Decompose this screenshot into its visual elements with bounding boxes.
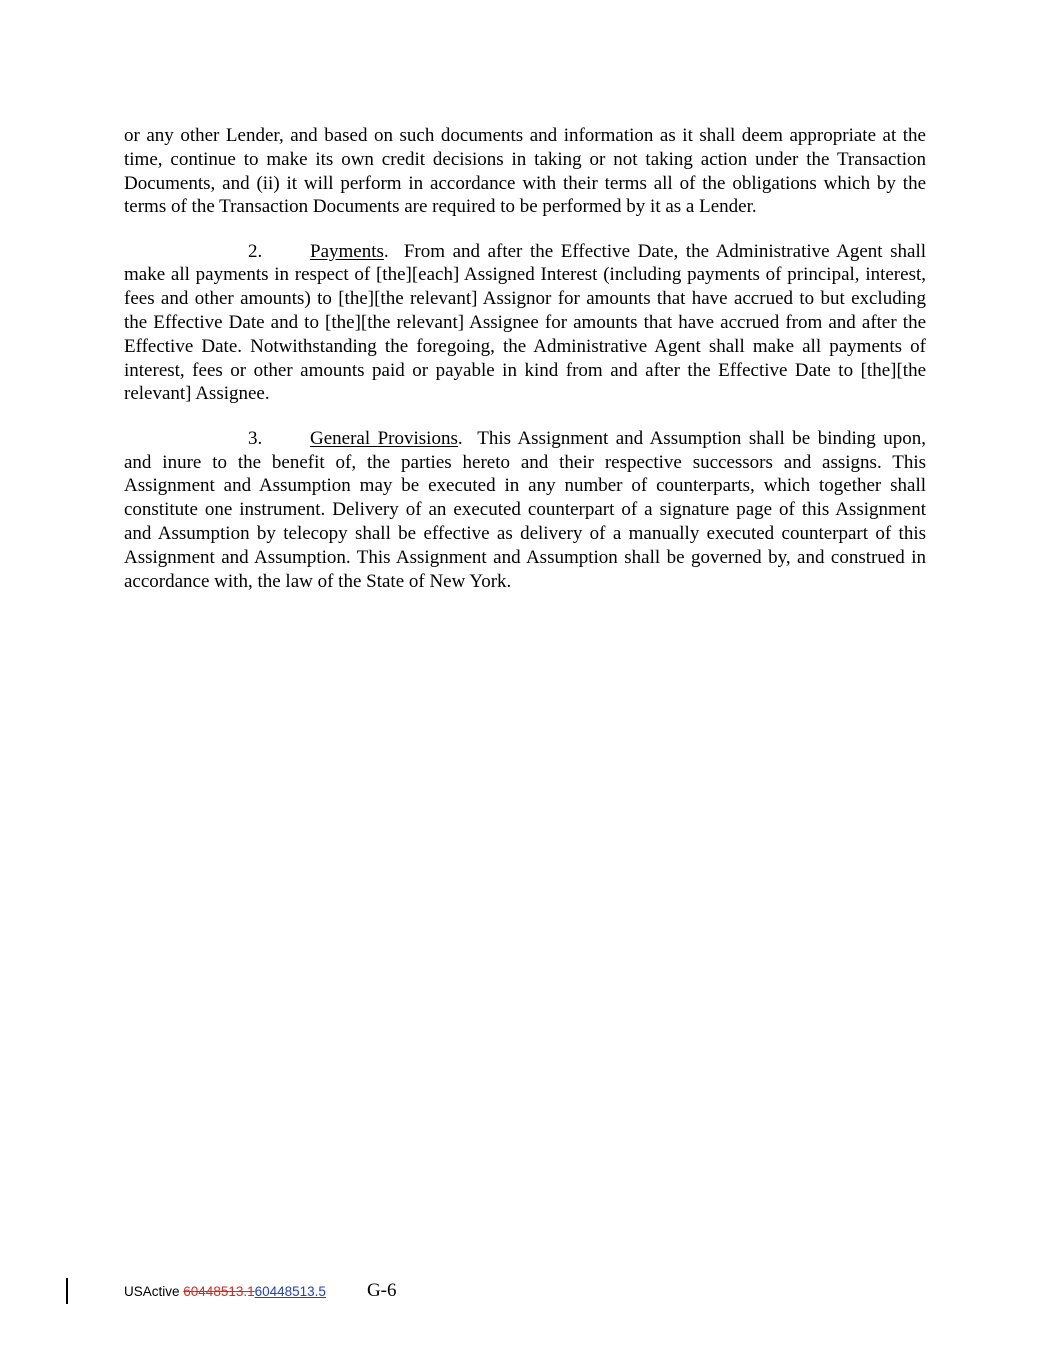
section-heading: Payments: [310, 240, 384, 262]
section-text: From and after the Effective Date, the Administrative Agent shall make all payments in respect of [the][each] Assigned Interest (including payments of principal, interest, fees and other amounts) to [the][the relevant] Assignor for amounts that have accrued to but excluding the Effective Date and to [the][the relevant] Assignee for amounts that have accrued from and after the Effective Date. Notwithstanding the foregoing, the Administrative Agent shall make all payments of interest, fees or other amounts paid or payable in kind from and after the Effective Date to [the][the relevant] Assignee.: [124, 240, 927, 405]
section-text: This Assignment and Assumption shall be binding upon, and inure to the benefit of, the parties hereto and their respective successors and assigns. This Assignment and Assumption may be executed in any number of counterparts, which together shall constitute one instrument. Delivery of an executed counterpart of a signature page of this Assignment and Assumption by telecopy shall be effective as delivery of a manually executed counterpart of this Assignment and Assumption. This Assignment and Assumption shall be governed by, and construed in accordance with, the law of the State of New York.: [124, 427, 926, 592]
page-footer: [124, 1280, 397, 1306]
doc-prefix: USActive: [124, 1284, 184, 1299]
page-number: G-6: [366, 1280, 397, 1301]
section-number: 3.: [248, 427, 263, 449]
section-payments: 2. Payments. From and after the Effective Date, the Administrative Agent shall make all payments in respect of [the][each] Assigned Interest (including payments of principal, interest, fees and other amounts) to [the][the relevant] Assignor for amounts that have accrued to but excluding the Effective Date and to [the][the relevant] Assignee for amounts that have accrued from and after the Effective Date. Notwithstanding the foregoing, the Administrative Agent shall make all payments of interest, fees or other amounts paid or payable in kind from and after the Effective Date to [the][the relevant] Assignee.: [124, 240, 927, 405]
document-body: [124, 124, 926, 593]
paragraph-continued: or any other Lender, and based on such documents and information as it shall deem appropriate at the time, continue to make its own credit decisions in taking or not taking action under the Transaction Documents, and (ii) it will perform in accordance with their terms all of the obligations which by the terms of the Transaction Documents are required to be performed by it as a Lender.: [124, 125, 926, 218]
section-heading: General Provisions: [310, 427, 458, 449]
section-number: 2.: [248, 240, 263, 262]
deleted-doc-id: 60448513.1: [183, 1284, 255, 1299]
section-general-provisions: 3. General Provisions. This Assignment and Assumption shall be binding upon, and inure to the benefit of, the parties hereto and their respective successors and assigns. This Assignment and Assumption may be executed in any number of counterparts, which together shall constitute one instrument. Delivery of an executed counterpart of a signature page of this Assignment and Assumption by telecopy shall be effective as delivery of a manually executed counterpart of this Assignment and Assumption. This Assignment and Assumption shall be governed by, and construed in accordance with, the law of the State of New York.: [124, 427, 926, 592]
inserted-doc-id: 60448513.5: [254, 1284, 326, 1299]
change-bar: [66, 1278, 68, 1304]
document-id: [124, 1284, 326, 1299]
